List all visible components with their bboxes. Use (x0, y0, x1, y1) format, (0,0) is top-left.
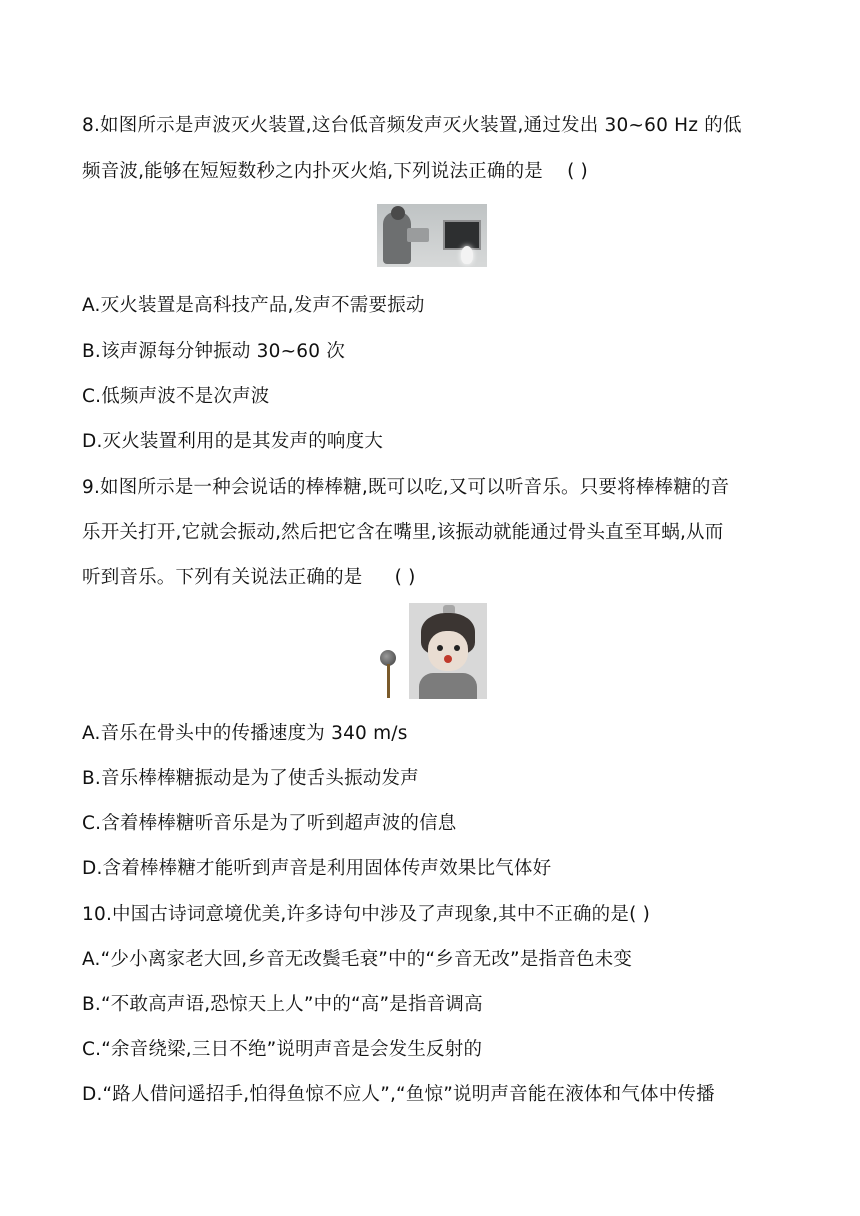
q8-option-a: A.灭火装置是高科技产品,发声不需要振动 (82, 295, 425, 316)
figure-child-body (419, 673, 477, 699)
q9-stem-text: 听到音乐。下列有关说法正确的是 (82, 567, 363, 588)
q9-stem-line2: 乐开关打开,它就会振动,然后把它含在嘴里,该振动就能通过骨头直至耳蜗,从而 (82, 522, 724, 543)
q9-option-c: C.含着棒棒糖听音乐是为了听到超声波的信息 (82, 813, 457, 834)
q8-stem-line1: 8.如图所示是声波灭火装置,这台低音频发声灭火装置,通过发出 30~60 Hz 的低 (82, 115, 742, 136)
figure-flame (461, 246, 473, 264)
figure-child-nose (444, 655, 452, 663)
figure-person-head (391, 206, 405, 220)
q8-answer-blank: ( ) (567, 161, 588, 182)
lollipop-figure (378, 650, 400, 700)
q9-option-a: A.音乐在骨头中的传播速度为 340 m/s (82, 723, 408, 744)
q10-option-b: B.“不敢高声语,恐惊天上人”中的“高”是指音调高 (82, 994, 483, 1015)
figure-sound-device (407, 228, 429, 242)
lollipop-stick (387, 664, 390, 698)
q9-stem-line3 (82, 566, 416, 590)
figure-child-left-eye (437, 645, 443, 651)
figure-child-face (428, 631, 468, 671)
q9-option-d: D.含着棒棒糖才能听到声音是利用固体传声效果比气体好 (82, 858, 552, 879)
q8-option-b: B.该声源每分钟振动 30~60 次 (82, 341, 346, 362)
q9-answer-blank: ( ) (394, 567, 416, 588)
figure-child-right-eye (454, 645, 460, 651)
child-with-lollipop-figure (409, 603, 487, 699)
q8-stem-text: 频音波,能够在短短数秒之内扑灭火焰,下列说法正确的是 (82, 161, 543, 182)
figure-screen (443, 220, 481, 250)
q10-option-a: A.“少小离家老大回,乡音无改鬓毛衰”中的“乡音无改”是指音色未变 (82, 949, 633, 970)
q8-option-c: C.低频声波不是次声波 (82, 386, 270, 407)
q9-stem-line1: 9.如图所示是一种会说话的棒棒糖,既可以吃,又可以听音乐。只要将棒棒糖的音 (82, 477, 730, 498)
q9-option-b: B.音乐棒棒糖振动是为了使舌头振动发声 (82, 768, 419, 789)
q10-stem-line1: 10.中国古诗词意境优美,许多诗句中涉及了声现象,其中不正确的是( ) (82, 904, 651, 925)
q8-option-d: D.灭火装置利用的是其发声的响度大 (82, 431, 384, 452)
q10-option-d: D.“路人借问遥招手,怕得鱼惊不应人”,“鱼惊”说明声音能在液体和气体中传播 (82, 1084, 715, 1105)
sound-fire-extinguisher-figure (377, 204, 487, 267)
q8-stem-line2 (82, 160, 588, 184)
q10-option-c: C.“余音绕梁,三日不绝”说明声音是会发生反射的 (82, 1039, 483, 1060)
